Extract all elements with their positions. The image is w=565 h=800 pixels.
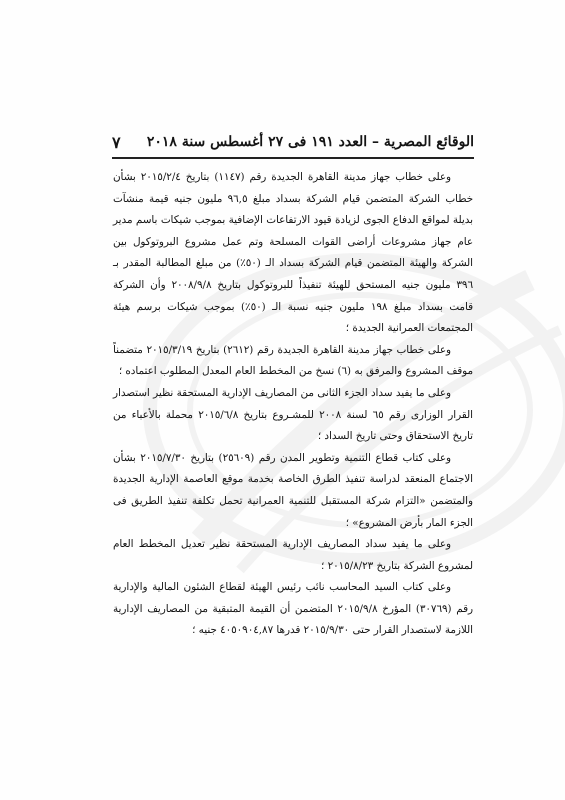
paragraph: وعلى كتاب قطاع التنمية وتطوير المدن رقم (٢٥٦٠٩) بتاريخ ٢٠١٥/٧/٣٠ بشأن الاجتماع المنعقد لدراسة تنفيذ الطرق الخاصة بخدمة موقع العاصمة الإدارية الجديدة والمتضمن «التزام شركة المستقبل للتنمية العمرانية تحمل تكلفة تنفيذ الطريق فى الجزء المار بأرض المشروع» ؛ [113, 451, 473, 529]
paragraph: وعلى خطاب جهاز مدينة القاهرة الجديدة رقم (١١٤٧) بتاريخ ٢٠١٥/٢/٤ بشأن خطاب الشركة المتضمن قيام الشركة بسداد مبلغ ٩٦,٥ مليون جنيه قيمة منشآت بديلة لمواقع الدفاع الجوى لزيادة قيود الارتفاعات الإضافية بموجب شيكات باسم مدير عام جهاز مشروعات أراضى القوات المسلحة وتم عمل مشروع البروتوكول بين الشركة والهيئة المتضمن قيام الشركة بسداد الـ (٥٠٪) من مبلغ المطالبة المقدر بـ ٣٩٦ مليون جنيه المستحق للهيئة تنفيذاً للبروتوكول بتاريخ ٢٠٠٨/٩/٨ وأن الشركة قامت بسداد مبلغ ١٩٨ مليون جنيه نسبة الـ (٥٠٪) بموجب شيكات برسم هيئة المجتمعات العمرانية الجديدة ؛ [113, 171, 474, 335]
paragraph: وعلى ما يفيد سداد المصاريف الإدارية المستحقة نظير تعديل المخطط العام لمشروع الشركة بتاريخ ٢٠١٥/٨/٢٣ ؛ [113, 538, 473, 572]
document-body [113, 167, 473, 642]
header-rule [112, 157, 474, 159]
gazette-title: الوقائع المصرية – العدد ١٩١ فى ٢٧ أغسطس سنة ٢٠١٨ [146, 134, 474, 150]
page-header [112, 134, 474, 156]
paragraph: وعلى ما يفيد سداد الجزء الثانى من المصاريف الإدارية المستحقة نظير استصدار القرار الوزارى رقم ٦٥ لسنة ٢٠٠٨ للمشـروع بتاريخ ٢٠١٥/٦/٨ محملة بالأعباء من تاريخ الاستحقاق وحتى تاريخ السداد ؛ [113, 386, 473, 443]
paragraph: وعلى كتاب السيد المحاسب نائب رئيس الهيئة لقطاع الشئون المالية والإدارية رقم (٣٠٧٦٩) المؤرخ ٢٠١٥/٩/٨ المتضمن أن القيمة المتبقية من المصاريف الإدارية اللازمة لاستصدار القرار حتى ٢٠١٥/٩/٣٠ قدرها ٤٠٥٠٩٠٤,٨٧ جنيه ؛ [113, 581, 474, 637]
page-number: ٧ [112, 133, 121, 152]
paragraph: وعلى خطاب جهاز مدينة القاهرة الجديدة رقم (٢٦١٢) بتاريخ ٢٠١٥/٣/١٩ متضمناً موقف المشروع والمرفق به (٦) نسخ من المخطط العام المعدل المطلوب اعتماده ؛ [113, 343, 473, 378]
